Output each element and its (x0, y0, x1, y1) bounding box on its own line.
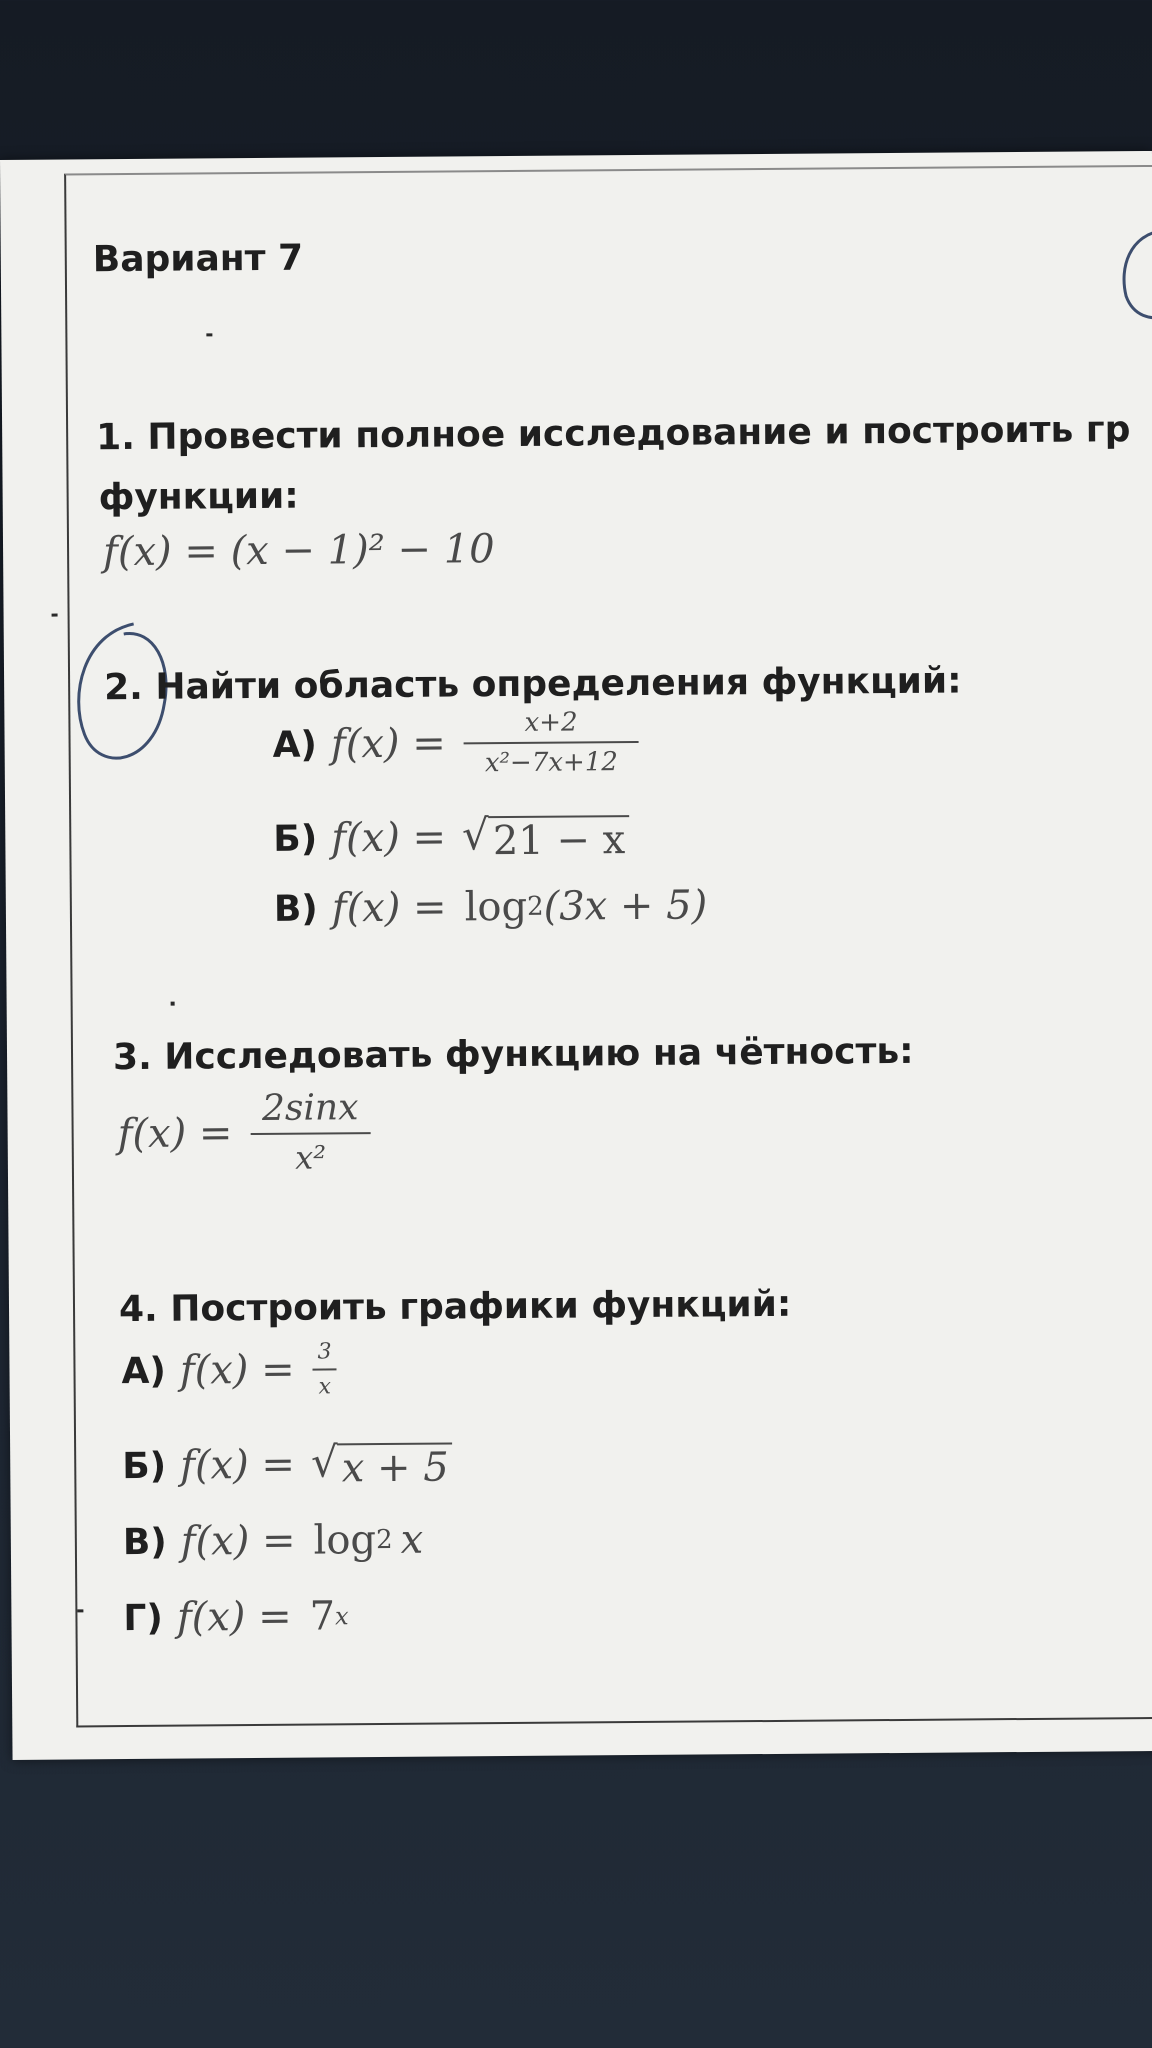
task1-formula: f(x) = (x − 1)² − 10 (102, 526, 495, 576)
function-lhs: f(x) = (330, 720, 446, 768)
item-label: В) (273, 888, 318, 930)
variant-title: Вариант 7 (92, 237, 304, 281)
log: log (313, 1517, 377, 1564)
log-arg: x (400, 1516, 424, 1563)
fraction (312, 1339, 336, 1399)
page-frame (64, 165, 1152, 1728)
function-lhs: f(x) = (179, 1346, 295, 1394)
item-label: Г) (123, 1597, 164, 1639)
task3-formula-row (117, 1087, 371, 1178)
log-arg: (3x + 5) (543, 882, 708, 930)
radicand: x + 5 (338, 1442, 453, 1491)
function-lhs: f(x) = (179, 1441, 296, 1489)
power-exp: x (335, 1602, 349, 1631)
denominator: x (318, 1374, 332, 1400)
power-base: 7 (309, 1593, 336, 1640)
function-lhs: f(x) = (331, 814, 447, 862)
denominator: x²−7x+12 (484, 747, 618, 779)
numerator: 2sinx (261, 1087, 359, 1129)
log: log (464, 883, 528, 931)
numerator: 3 (317, 1339, 332, 1365)
function-lhs: f(x) = (331, 884, 447, 932)
task2-item-b (273, 809, 629, 866)
task4-item-b (122, 1436, 453, 1493)
task2-item-c (274, 882, 708, 931)
sqrt-icon: √ (310, 1437, 338, 1487)
function-lhs: f(x) = (176, 1593, 292, 1641)
fraction-bar (250, 1132, 370, 1135)
log-base: 2 (375, 1524, 393, 1556)
item-label: А) (121, 1350, 167, 1392)
item-label: В) (122, 1521, 167, 1563)
task2-heading: 2. Найти область определения функций: (103, 660, 962, 709)
fraction-bar (313, 1368, 337, 1370)
sqrt (311, 1436, 453, 1491)
task1-heading: 1. Провести полное исследование и построить гр (96, 409, 1131, 459)
function-lhs: f(x) = (180, 1517, 296, 1565)
item-label: Б) (122, 1445, 167, 1487)
log-base: 2 (526, 891, 544, 922)
task4-item-a (121, 1339, 337, 1401)
speck (206, 333, 212, 336)
task4-heading: 4. Построить графики функций: (118, 1283, 792, 1331)
radicand: 21 − x (489, 815, 630, 864)
fraction (463, 707, 639, 778)
denominator: x² (295, 1138, 327, 1177)
task1-formula-row (103, 526, 495, 575)
fraction-bar (464, 741, 639, 744)
item-label: А) (272, 724, 318, 766)
numerator: x+2 (524, 707, 578, 738)
margin-tick (52, 614, 58, 617)
task3-heading: 3. Исследовать функцию на чётность: (112, 1030, 914, 1079)
sqrt-icon: √ (461, 810, 489, 860)
speck (171, 1002, 175, 1006)
handwritten-circle-mark-top (1111, 221, 1152, 331)
task1-heading-cont: функции: (98, 475, 299, 519)
item-label: Б) (273, 818, 318, 860)
function-lhs: f(x) = (117, 1109, 233, 1157)
sqrt (462, 809, 630, 864)
task2-item-a (272, 707, 639, 780)
paper-sheet (0, 151, 1152, 1760)
fraction (250, 1087, 371, 1177)
margin-tick (77, 1609, 83, 1612)
task4-item-c (123, 1517, 424, 1565)
task4-item-d (123, 1593, 349, 1641)
